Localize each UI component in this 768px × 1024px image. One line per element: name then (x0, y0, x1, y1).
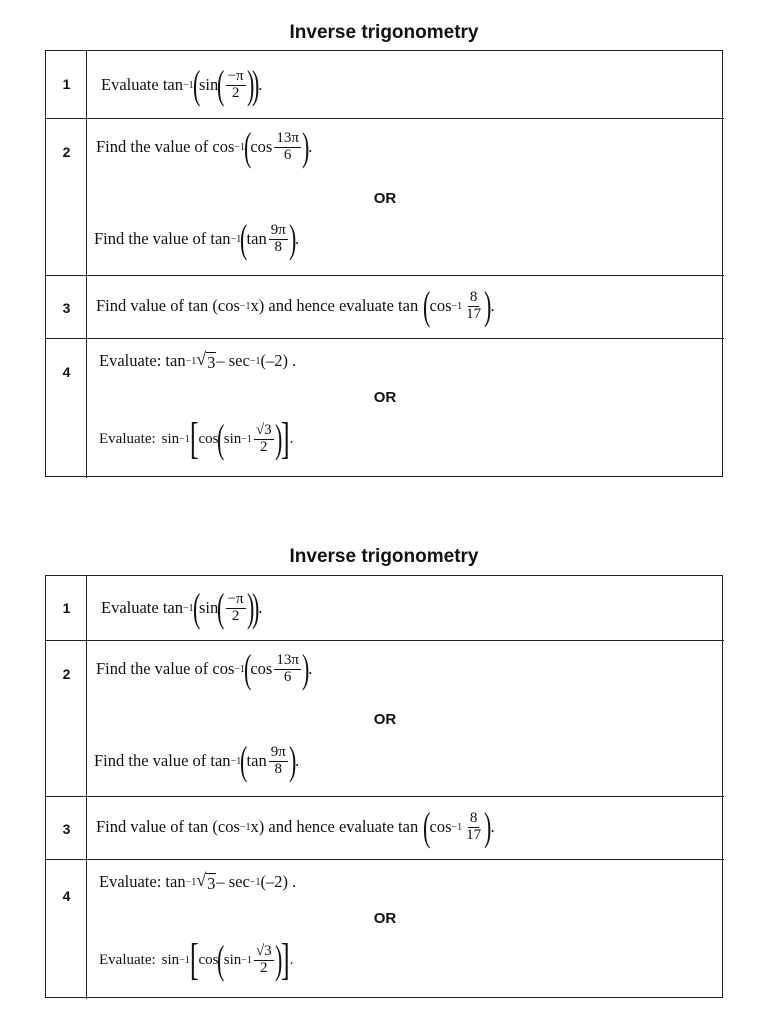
question-text: Find value of tan (cos −1 x) and hence evaluate tan ( cos −1 $\frac{8}{17}$ ) . (96, 283, 495, 328)
or-separator: OR (373, 389, 397, 406)
question-number: 4 (46, 339, 87, 478)
question-number: 1 (46, 51, 87, 118)
question-text: Evaluate: tan −1 √ 3 – sec −1 (–2) . (99, 870, 297, 893)
question-row-1 (46, 51, 724, 118)
question-text: Find value of tan (cos −1 x) and hence evaluate tan ( cos −1 $\frac{8}{17}$ ) . (96, 804, 495, 849)
question-number: 3 (46, 276, 87, 338)
sheet-title: Inverse trigonometry (289, 22, 479, 43)
or-separator: OR (373, 910, 397, 927)
question-text-alt: Evaluate: sin −1 [ cos ( sin −1 $\frac{√3}{2}$ ) ] . (99, 414, 294, 463)
question-row-2 (46, 640, 724, 796)
question-table (45, 575, 723, 998)
question-row-3 (46, 275, 724, 338)
question-text-alt: Find the value of tan −1 ( tan $\frac{9\pi}{8}$ ) . (94, 216, 300, 261)
question-row-3 (46, 796, 724, 859)
question-number: 2 (46, 641, 87, 796)
question-row-1 (46, 576, 724, 640)
question-text: Find the value of cos −1 ( cos $\frac{13\pi}{6}$ ) . (96, 124, 313, 169)
question-number: 3 (46, 797, 87, 859)
question-row-4 (46, 859, 724, 999)
question-row-4 (46, 338, 724, 478)
question-text: Find the value of cos −1 ( cos $\frac{13\pi}{6}$ ) . (96, 646, 313, 691)
sheet-title: Inverse trigonometry (289, 546, 479, 567)
question-table (45, 50, 723, 477)
question-text: Evaluate: tan −1 √ 3 – sec −1 (–2) . (99, 349, 297, 372)
worksheet-2 (0, 520, 768, 1020)
question-number: 1 (46, 576, 87, 640)
question-row-2 (46, 118, 724, 275)
or-separator: OR (373, 711, 397, 728)
question-text: Evaluate tan −1 ( sin ( $\frac{-\pi}{2}$ ) ) . (101, 585, 263, 630)
worksheet-1 (0, 0, 768, 500)
or-separator: OR (373, 190, 397, 207)
question-text-alt: Find the value of tan −1 ( tan $\frac{9\pi}{8}$ ) . (94, 738, 300, 783)
question-text: Evaluate tan −1 ( sin ( $\frac{-\pi}{2}$ ) ) . (101, 62, 263, 107)
question-text-alt: Evaluate: sin −1 [ cos ( sin −1 $\frac{√3}{2}$ ) ] . (99, 935, 294, 984)
question-number: 4 (46, 860, 87, 999)
question-number: 2 (46, 119, 87, 275)
